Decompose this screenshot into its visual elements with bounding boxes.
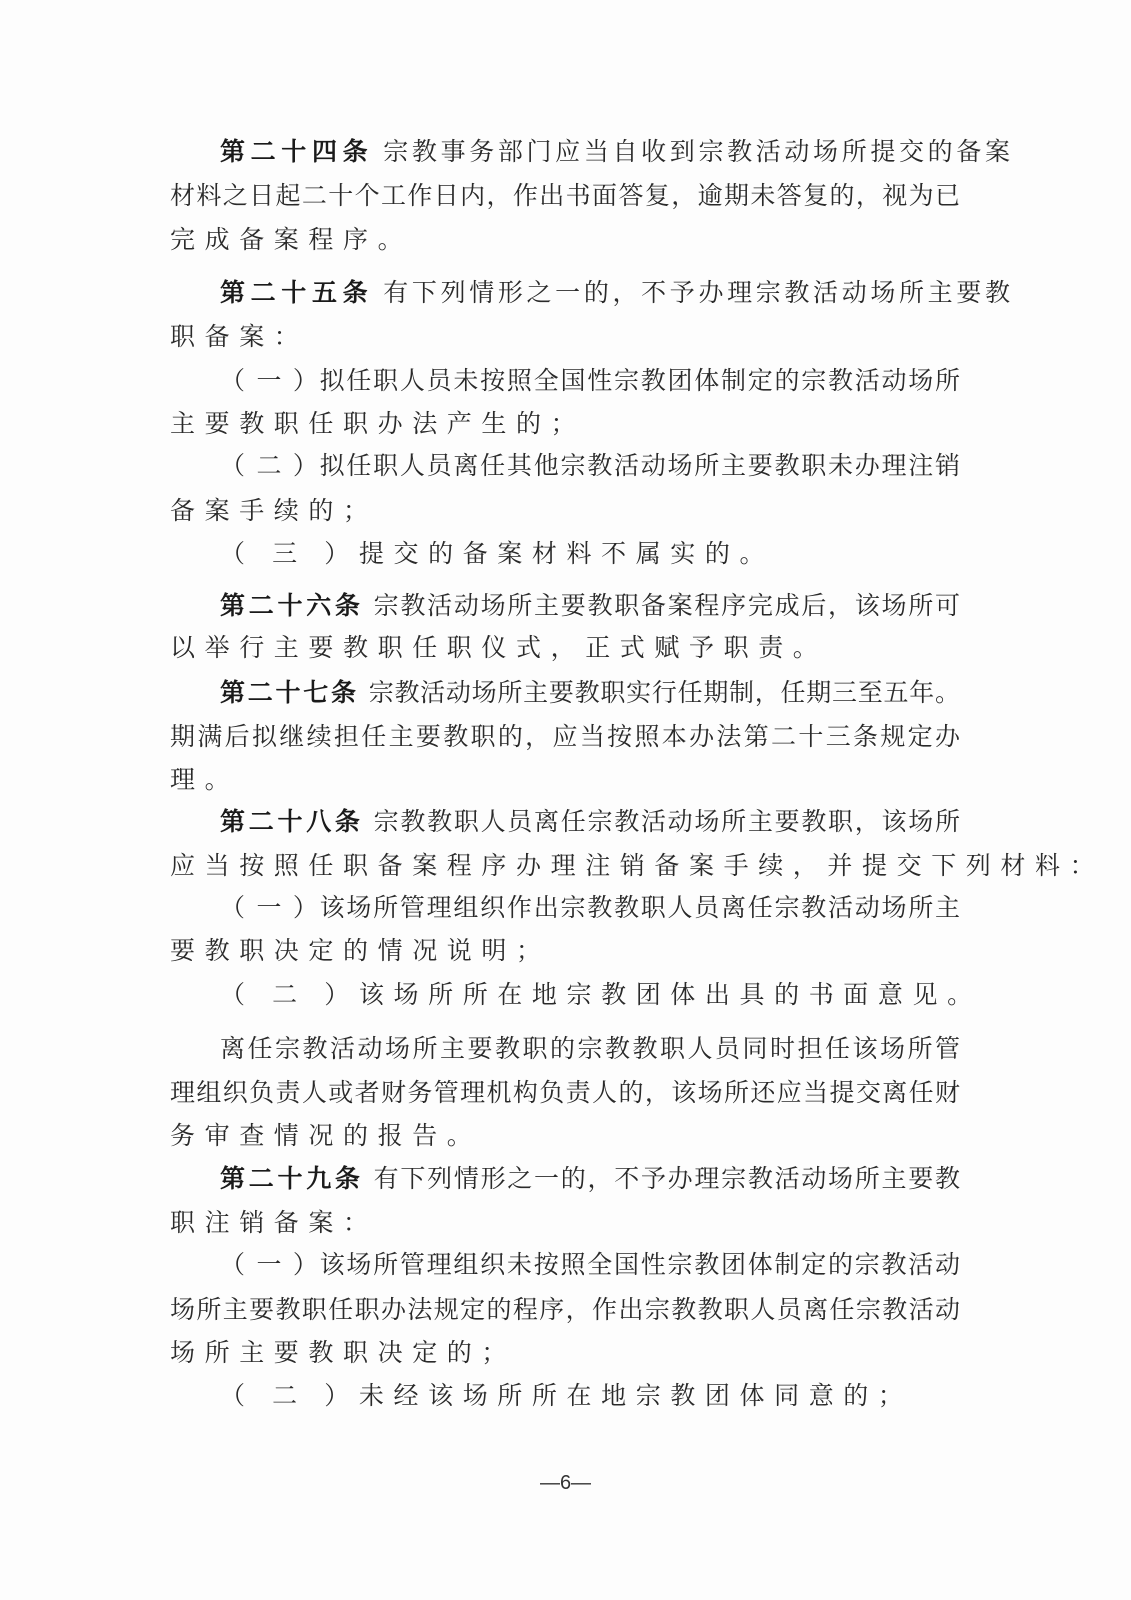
article-28-item-1: （ 一 ）该场所管理组织作出宗教教职人员离任宗教活动场所主 xyxy=(220,893,960,922)
article-28-line-1: 第二十八条 宗教教职人员离任宗教活动场所主要教职，该场所 xyxy=(220,807,960,836)
article-24-line-3: 完成备案程序。 xyxy=(170,225,413,254)
article-28-item-2: （ 二 ）该场所所在地宗教团体出具的书面意见。 xyxy=(220,980,982,1009)
page-number: —6— xyxy=(539,1472,592,1494)
article-24-line-1: 第二十四条 宗教事务部门应当自收到宗教活动场所提交的备案 xyxy=(220,137,1010,166)
article-28-para-2-line-2: 理组织负责人或者财务管理机构负责人的，该场所还应当提交离任财 xyxy=(170,1078,960,1107)
article-25-item-2: （ 二 ）拟任职人员离任其他宗教活动场所主要教职未办理注销 xyxy=(220,451,960,480)
article-heading: 第二十九条 xyxy=(220,1164,364,1193)
article-26-line-1: 第二十六条 宗教活动场所主要教职备案程序完成后，该场所可 xyxy=(220,591,960,620)
article-28-line-2: 应当按照任职备案程序办理注销备案手续，并提交下列材料： xyxy=(170,851,1105,880)
article-27-line-3: 理。 xyxy=(170,765,240,794)
article-25-line-2: 职备案： xyxy=(170,322,309,351)
article-28-para-2-line-1: 离任宗教活动场所主要教职的宗教教职人员同时担任该场所管 xyxy=(220,1034,960,1063)
article-heading: 第二十七条 xyxy=(220,678,359,707)
article-25-line-1: 第二十五条 有下列情形之一的，不予办理宗教活动场所主要教 xyxy=(220,278,1010,307)
article-heading: 第二十五条 xyxy=(220,278,374,307)
article-27-line-1: 第二十七条 宗教活动场所主要教职实行任期制，任期三至五年。 xyxy=(220,678,960,707)
article-25-item-2-cont: 备案手续的； xyxy=(170,496,378,525)
article-28-item-1-cont: 要教职决定的情况说明； xyxy=(170,936,551,965)
article-25-item-1-cont: 主要教职任职办法产生的； xyxy=(170,409,586,438)
article-heading: 第二十四条 xyxy=(220,137,374,166)
article-29-line-2: 职注销备案： xyxy=(170,1208,378,1237)
article-29-item-2: （ 二 ）未经该场所所在地宗教团体同意的； xyxy=(220,1381,913,1410)
article-29-item-1-cont-2: 场所主要教职决定的； xyxy=(170,1338,517,1367)
article-25-item-1: （ 一 ）拟任职人员未按照全国性宗教团体制定的宗教活动场所 xyxy=(220,366,960,395)
article-29-item-1-cont: 场所主要教职任职办法规定的程序，作出宗教教职人员离任宗教活动 xyxy=(170,1295,960,1324)
article-heading: 第二十八条 xyxy=(220,807,364,836)
article-26-line-2: 以举行主要教职任职仪式，正式赋予职责。 xyxy=(170,633,828,662)
article-29-line-1: 第二十九条 有下列情形之一的，不予办理宗教活动场所主要教 xyxy=(220,1164,960,1193)
article-heading: 第二十六条 xyxy=(220,591,364,620)
article-25-item-3: （ 三 ）提交的备案材料不属实的。 xyxy=(220,539,775,568)
article-29-item-1: （ 一 ）该场所管理组织未按照全国性宗教团体制定的宗教活动 xyxy=(220,1250,960,1279)
article-24-line-2: 材料之日起二十个工作日内，作出书面答复，逾期未答复的，视为已 xyxy=(170,181,960,210)
article-28-para-2-line-3: 务审查情况的报告。 xyxy=(170,1121,482,1150)
article-27-line-2: 期满后拟继续担任主要教职的，应当按照本办法第二十三条规定办 xyxy=(170,722,960,751)
